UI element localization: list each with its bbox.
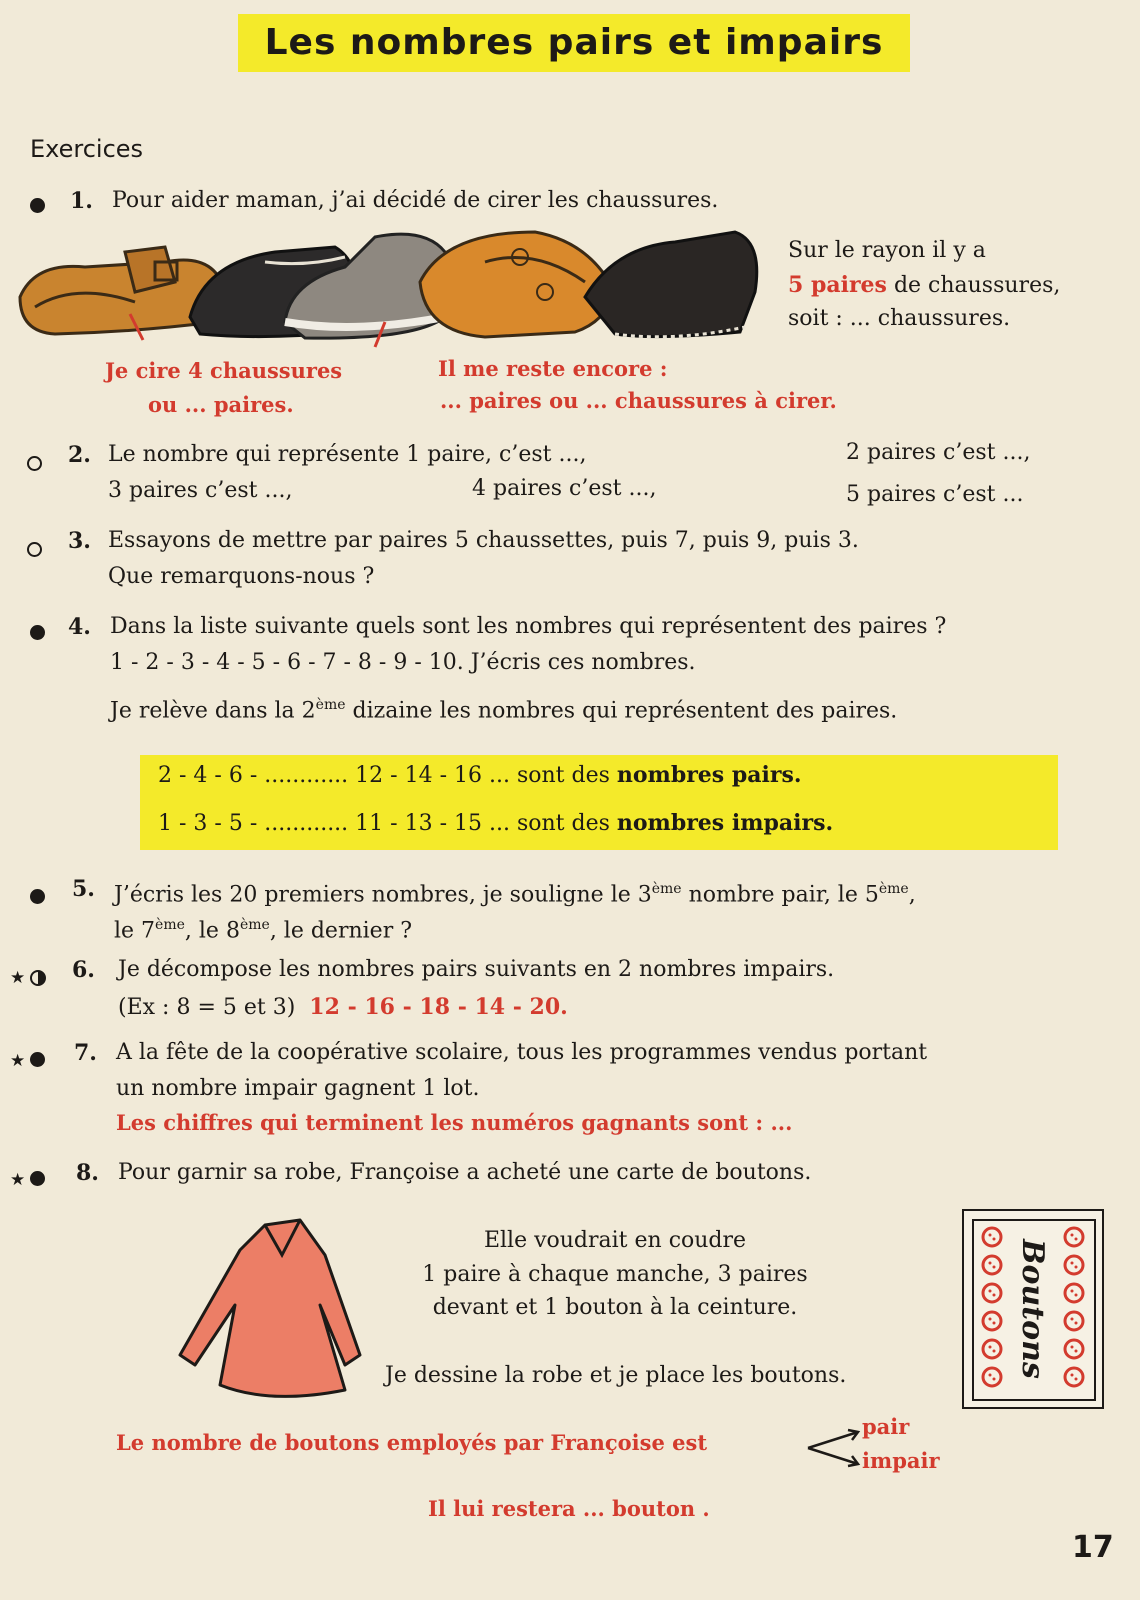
exercise-text: un nombre impair gagnent 1 lot. (116, 1076, 480, 1101)
red-note-2b: ... paires ou ... chaussures à cirer. (440, 388, 837, 413)
text-part: , le dernier ? (269, 918, 412, 944)
exercise-text: 5 paires c’est ... (846, 482, 1024, 507)
difficulty-dot (30, 889, 45, 904)
instructions-line-4: Je dessine la robe et je place les boutons. (385, 1363, 847, 1388)
exercise-text (114, 874, 916, 910)
exercise-text: Que remarquons-nous ? (108, 564, 375, 589)
even-rule (158, 760, 801, 791)
superscript: ème (239, 917, 270, 933)
text-part: dizaine les nombres qui représentent des paires. (345, 698, 898, 724)
shelf-line-3: soit : ... chaussures. (788, 306, 1011, 331)
shoes-illustration (15, 222, 775, 352)
oxford-drawing (585, 232, 757, 337)
exercise-text: Pour aider maman, j’ai décidé de cirer les chaussures. (112, 188, 719, 213)
exercise-text: Je décompose les nombres pairs suivants en 2 nombres impairs. (118, 957, 835, 982)
red-note-1b: ou ... paires. (148, 392, 294, 417)
exercise-number: 3. (68, 528, 91, 554)
exercise-number: 4. (68, 614, 91, 640)
example: (Ex : 8 = 5 et 3) (118, 995, 296, 1020)
text-part: le 7 (114, 918, 156, 944)
moccasins-drawing (420, 232, 615, 337)
odd-rule (158, 808, 833, 839)
superscript: ème (315, 697, 346, 713)
difficulty-dot (30, 625, 45, 640)
exercise-text: A la fête de la coopérative scolaire, tous les programmes vendus portant (116, 1040, 928, 1065)
star-icon: ★ (10, 968, 26, 988)
odd-sequence: 1 - 3 - 5 - ............ 11 - 13 - 15 ... sont des (158, 811, 610, 836)
exercise-text: Dans la liste suivante quels sont les nombres qui représentent des paires ? (110, 614, 947, 639)
difficulty-dot (30, 1171, 45, 1186)
red-question: Il lui restera ... bouton . (428, 1496, 710, 1521)
exercise-number: 1. (70, 188, 93, 214)
even-sequence: 2 - 4 - 6 - ............ 12 - 14 - 16 ... sont des (158, 763, 610, 788)
page-number: 17 (1072, 1530, 1114, 1565)
star-icon: ★ (10, 1051, 26, 1071)
pairs-count: 5 paires (788, 272, 887, 298)
instructions-line-3: devant et 1 bouton à la ceinture. (432, 1295, 798, 1320)
text-part: , (908, 882, 916, 908)
exercise-text (118, 992, 568, 1023)
page-title: Les nombres pairs et impairs (264, 22, 884, 63)
red-numbers: 12 - 16 - 18 - 14 - 20. (309, 994, 568, 1020)
text-part: nombre pair, le 5 (681, 882, 879, 908)
section-heading: Exercices (30, 135, 144, 163)
choice-arrows-icon (804, 1426, 864, 1470)
shelf-line-1: Sur le rayon il y a (788, 238, 986, 263)
red-note-2a: Il me reste encore : (438, 356, 668, 381)
shelf-line-2-rest: de chaussures, (893, 273, 1061, 298)
exercise-number: 5. (72, 876, 95, 902)
difficulty-half-icon (30, 970, 46, 986)
exercise-text: Le nombre qui représente 1 paire, c’est ..., (108, 442, 587, 467)
red-note-1a: Je cire 4 chaussures (105, 358, 343, 383)
superscript: ème (651, 881, 682, 897)
dress-illustration (170, 1215, 380, 1405)
exercise-number: 6. (72, 957, 95, 983)
exercise-text: 3 paires c’est ..., (108, 478, 293, 503)
instructions-line-2: 1 paire à chaque manche, 3 paires (422, 1262, 808, 1287)
even-label: nombres pairs. (616, 762, 802, 788)
exercise-text (110, 690, 897, 726)
superscript: ème (878, 881, 909, 897)
star-icon: ★ (10, 1170, 26, 1190)
difficulty-ring (27, 456, 42, 471)
option-pair: pair (862, 1414, 910, 1439)
shelf-line-2 (788, 270, 1060, 301)
difficulty-dot (30, 1052, 45, 1067)
odd-label: nombres impairs. (616, 810, 834, 836)
difficulty-dot (30, 198, 45, 213)
exercise-number: 7. (74, 1040, 97, 1066)
exercise-text (114, 910, 412, 946)
exercise-number: 8. (76, 1160, 99, 1186)
red-question: Le nombre de boutons employés par Françoise est (116, 1430, 708, 1455)
text-part: , le 8 (184, 918, 240, 944)
difficulty-ring (27, 542, 42, 557)
red-question: Les chiffres qui terminent les numéros gagnants sont : ... (116, 1110, 793, 1135)
option-impair: impair (862, 1448, 940, 1473)
button-card (962, 1209, 1104, 1409)
superscript: ème (155, 917, 185, 933)
exercise-text: 1 - 2 - 3 - 4 - 5 - 6 - 7 - 8 - 9 - 10. J’écris ces nombres. (110, 650, 696, 675)
exercise-text: Essayons de mettre par paires 5 chaussettes, puis 7, puis 9, puis 3. (108, 528, 859, 553)
instructions-line-1: Elle voudrait en coudre (483, 1228, 747, 1253)
exercise-text: 4 paires c’est ..., (472, 476, 657, 501)
exercise-number: 2. (68, 442, 91, 468)
exercise-text: 2 paires c’est ..., (846, 440, 1031, 465)
text-part: Je relève dans la 2 (110, 698, 316, 724)
text-part: J’écris les 20 premiers nombres, je souligne le 3 (114, 882, 652, 908)
exercise-text: Pour garnir sa robe, Françoise a acheté une carte de boutons. (118, 1160, 812, 1185)
card-label: Boutons (1015, 1239, 1050, 1379)
